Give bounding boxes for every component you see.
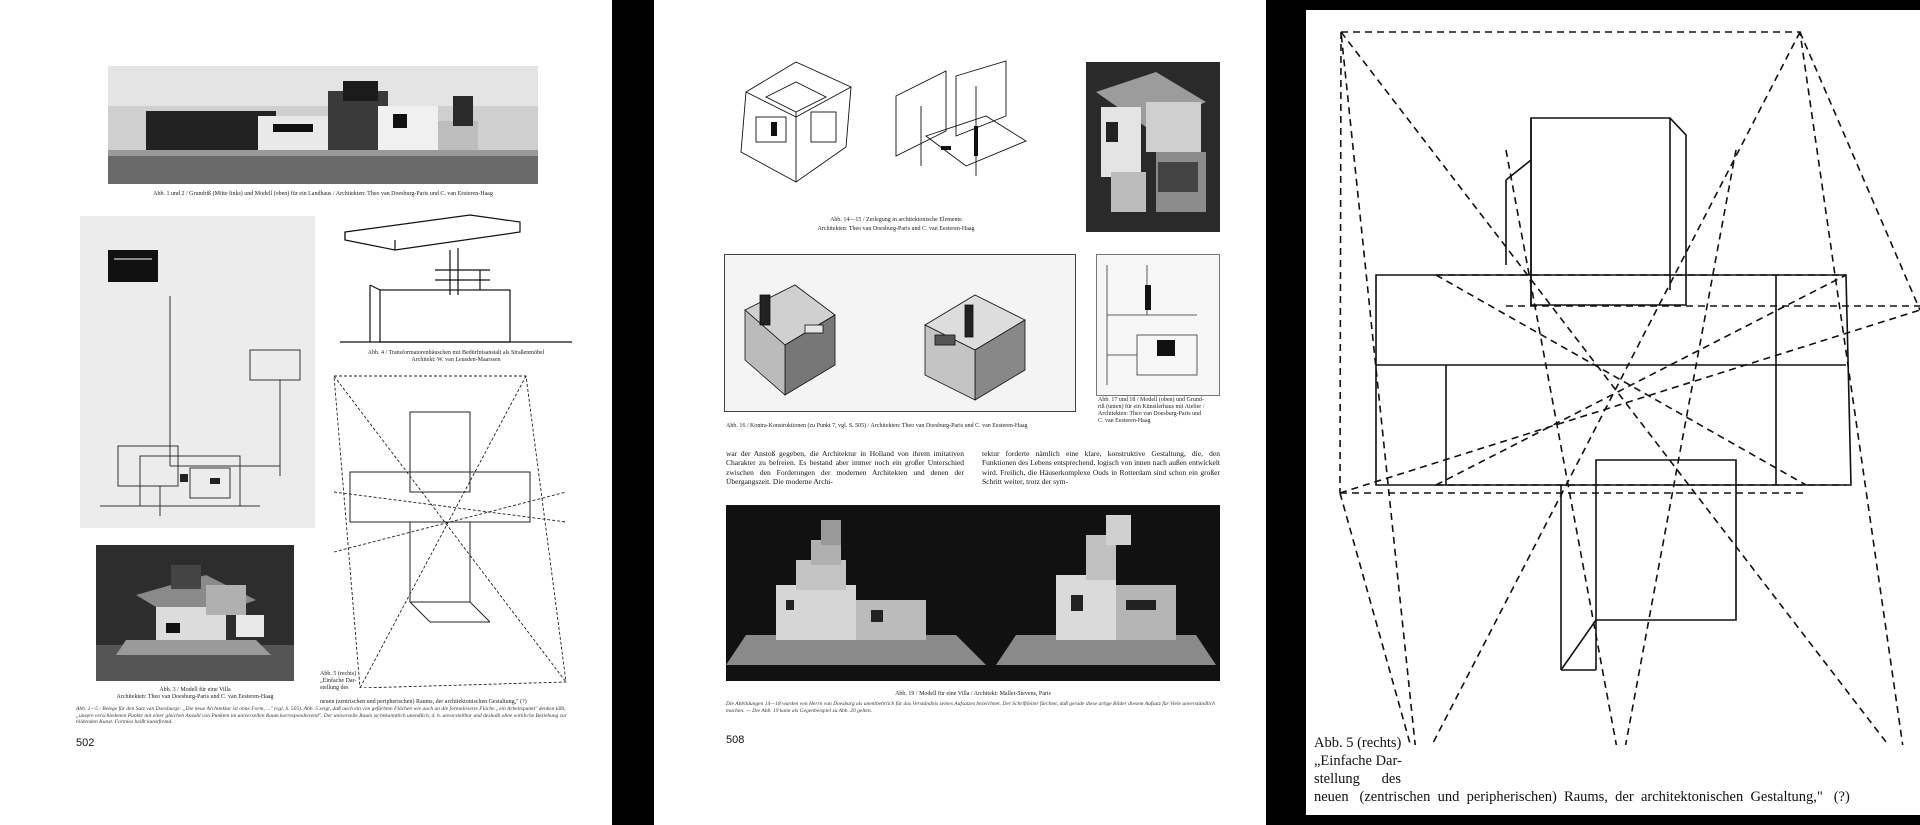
- counter-constructions-drawing: [724, 254, 1076, 412]
- decomposition-drawing-15: [886, 56, 1036, 191]
- abb-4-architect: Architekt: W. van Leusden-Maarssen: [411, 357, 501, 363]
- abb-5-caption-line2: „Einfache Dar-: [320, 678, 357, 684]
- abb-5-space-drawing-large: [1306, 10, 1920, 745]
- abb-17-18-caption-line1: Abb. 17 und 18 / Modell (oben) und Grund-: [1098, 397, 1204, 403]
- abb-5-caption-large-line3: stellung des: [1314, 771, 1401, 787]
- abb-5-caption-large-line2: „Einfache Dar-: [1314, 753, 1402, 769]
- landhaus-model-photo: [108, 66, 538, 184]
- book-page-502: [0, 0, 612, 825]
- abb-5-space-drawing-small: [330, 372, 570, 688]
- abb-3-architect: Architekten: Theo van Doesburg-Paris und C. van Eesteren-Haag: [116, 694, 274, 700]
- abb-19-caption: Abb. 19 / Modell für eine Villa / Architekt: Mallet-Stevens, Paris: [895, 691, 1051, 697]
- abb-5-caption-large-line1: Abb. 5 (rechts): [1314, 735, 1402, 751]
- abb-5-caption-line3: stellung des: [320, 685, 349, 691]
- artist-house-floor-plan: [1096, 254, 1220, 396]
- page-number-508: 508: [726, 734, 745, 746]
- transformer-kiosk-drawing: [340, 210, 572, 348]
- book-page-508: [654, 0, 1266, 825]
- page-502-footnote: Abb. 1—5 / Belege für den Satz van Doesburgs: „Die neue Architektur ist ohne Form, ..." (vgl. S. 505). Abb. 5 zeigt, daß auch ein von gefärbten Flächen wie auch an die formalisierte Fläche „ein Arbeitspunkt" denken läßt, „unsere verschiedenen Punkte mit einer gleichen Anzahl von Punkten im universellen Raum korrespondierend". Der universelle Raum ist bekanntlich unendlich, d. h. unvorstellbar und deshalb ohne wirkliche Beziehung zur bildenden Kunst. Formlos heißt kunstfremd.: [76, 706, 567, 725]
- abb-16-caption: Abb. 16 / Kontra-Konstruktionen (zu Punkt 7, vgl. S. 505) / Architekten: Theo van Doesburg-Paris und C. van Eesteren-Haag: [726, 423, 1028, 429]
- abb-17-18-caption-line3: Architekten: Theo van Doesburg-Paris und: [1098, 411, 1202, 417]
- abb-4-caption: Abb. 4 / Transformatorenhäuschen mit Bedürfnisanstalt als Straßenmöbel: [367, 350, 545, 356]
- abb-14-15-architect: Architekten: Theo van Doesburg-Paris und C. van Eesteren-Haag: [817, 226, 975, 232]
- landhaus-floor-plan: [80, 216, 315, 528]
- abb-14-15-caption: Abb. 14—15 / Zerlegung in architektonische Elemente: [830, 217, 962, 223]
- body-text-left-column: war der Anstoß gegeben, die Architektur in Holland von ihrem imitativen Charakter zu befreien. Es bestand aber immer noch ein großer Unterschied zwischen den Forderungen der modernen Architekten und denen der Übergangszeit. Die moderne Archi-: [726, 449, 964, 486]
- abb-17-18-caption-line2: riß (unten) für ein Künstlerhaus mit Atelier /: [1098, 404, 1205, 410]
- abb-5-caption-large: [1314, 734, 1914, 806]
- abb-3-caption: Abb. 3 / Modell für eine Villa: [159, 687, 231, 693]
- abb-5-enlarged-page: [1306, 10, 1920, 815]
- decomposition-drawing-14: [726, 52, 866, 192]
- abb-5-caption-line1: Abb. 5 (rechts): [320, 671, 357, 677]
- page-number-502: 502: [76, 737, 95, 749]
- villa-models-photo: [726, 505, 1220, 681]
- abb-1-2-caption: Abb. 1 und 2 / Grundriß (Mitte links) und Modell (oben) für ein Landhaus / Architekten: Theo van Doesburg-Paris und C. van Eesteren-Haag: [153, 191, 493, 197]
- abb-5-caption-large-line4: neuen (zentrischen und peripherischen) Raums, der architektonischen Gestaltung," (?): [1314, 789, 1850, 805]
- body-text-right-column: tektur forderte nämlich eine klare, konstruktive Gestaltung, die, den Funktionen des Lebens entsprechend, logisch von innen nach außen entwickelt wird. Freilich, die Häuserkomplexe Ouds in Rotterdam sind schon ein großer Schritt weiter, trotz der sym-: [982, 449, 1220, 486]
- abb-17-18-caption-line4: C. van Eesteren-Haag: [1098, 418, 1151, 424]
- artist-house-model-photo: [1086, 62, 1220, 232]
- page-508-footnote: Die Abbildungen 14—18 wurden von Herrn van Doesburg als unentbehrlich für das Verständnis seines Aufsatzes bezeichnet. Der Schriftleiter fürchtet, daß gerade diese artige Bilder diesem Aufsatz für Viele unverständlich machen. — Die Abb. 19 kann als Gegenbeispiel zu Abb. 20 gelten.: [726, 701, 1216, 714]
- villa-model-photo: [96, 545, 294, 681]
- abb-5-caption-line4: neuen (zentrischen und peripherischen) Raums, der architektonischen Gestaltung," (?): [320, 699, 527, 705]
